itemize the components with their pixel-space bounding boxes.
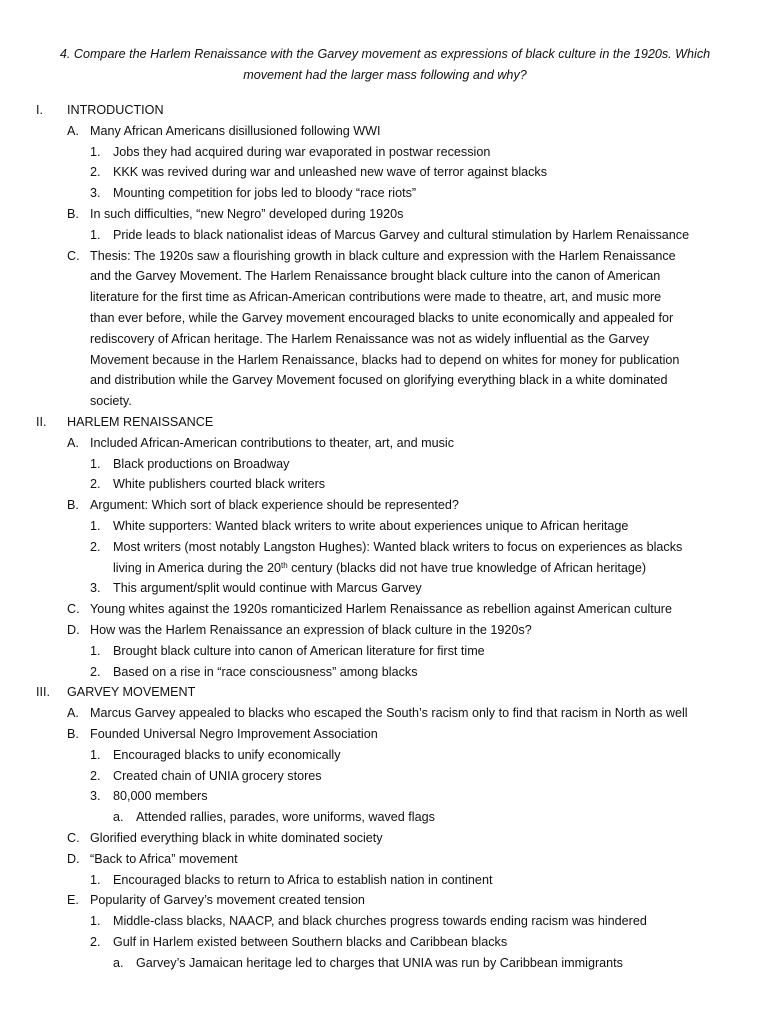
outline-label: 2. [90, 934, 101, 949]
outline-label: A. [67, 435, 79, 450]
outline-text: INTRODUCTION [67, 103, 164, 117]
outline-label: 1. [90, 872, 101, 887]
outline-point [0, 932, 768, 953]
outline-subsection [0, 724, 768, 745]
outline-label: B. [67, 726, 79, 741]
outline-text: “Back to Africa” movement [90, 851, 238, 866]
outline-text: This argument/split would continue with Marcus Garvey [113, 581, 422, 596]
outline-point [0, 662, 768, 683]
outline-label: I. [36, 103, 43, 117]
outline-label: 3. [90, 186, 101, 201]
outline-label: 1. [90, 518, 101, 533]
outline-point [0, 578, 768, 599]
outline-label: E. [67, 893, 79, 908]
outline-label: C. [67, 830, 80, 845]
outline-text: Attended rallies, parades, wore uniforms, waved flags [136, 810, 435, 825]
outline-text: Movement because in the Harlem Renaissance, blacks had to depend on whites for money for publication [90, 352, 680, 367]
outline-text: In such difficulties, “new Negro” developed during 1920s [90, 206, 404, 221]
outline-point [0, 766, 768, 787]
outline-point [0, 183, 768, 204]
outline-text: and the Garvey Movement. The Harlem Renaissance brought black culture into the canon of American [90, 269, 661, 284]
outline-subsection [0, 433, 768, 454]
outline-label: III. [36, 685, 50, 700]
outline-label: 2. [90, 539, 101, 554]
outline-text: Founded Universal Negro Improvement Association [90, 726, 378, 741]
outline-text: Based on a rise in “race consciousness” among blacks [113, 664, 418, 679]
outline-text: Young whites against the 1920s romanticized Harlem Renaissance as rebellion against American culture [90, 602, 672, 617]
outline-label: a. [113, 955, 124, 970]
outline-text: Included African-American contributions to theater, art, and music [90, 435, 455, 450]
outline-text: Glorified everything black in white dominated society [90, 830, 383, 845]
outline-label: 2. [90, 664, 101, 679]
outline-point [0, 786, 768, 807]
outline-subsection [0, 204, 768, 225]
outline-text: Encouraged blacks to unify economically [113, 747, 341, 762]
outline-section [0, 100, 768, 121]
outline-text: Popularity of Garvey’s movement created tension [90, 893, 365, 908]
question-title-line-2: movement had the larger mass following and why? [243, 68, 527, 82]
question-title [30, 44, 740, 86]
outline-label: B. [67, 206, 79, 221]
outline-point [0, 162, 768, 183]
outline-label: 2. [90, 477, 101, 492]
outline-text: KKK was revived during war and unleashed new wave of terror against blacks [113, 165, 548, 180]
outline-subsection [0, 121, 768, 142]
outline-label: D. [67, 622, 80, 637]
outline-point [0, 474, 768, 495]
outline-label: 1. [90, 747, 101, 762]
outline-text: Encouraged blacks to return to Africa to establish nation in continent [113, 872, 493, 887]
outline-text: Gulf in Harlem existed between Southern blacks and Caribbean blacks [113, 934, 508, 949]
outline-subsection [0, 703, 768, 724]
outline-label: 3. [90, 581, 101, 596]
outline-label: 2. [90, 768, 101, 783]
question-title-line-1: 4. Compare the Harlem Renaissance with the Garvey movement as expressions of black culture in the 1920s. Which [59, 47, 711, 61]
outline-label: C. [67, 248, 80, 263]
outline-point [0, 454, 768, 475]
outline-subsection [0, 246, 768, 412]
outline-text: Marcus Garvey appealed to blacks who escaped the South’s racism only to find that racism in North as well [90, 706, 688, 721]
outline-label: A. [67, 706, 79, 721]
outline-point [0, 745, 768, 766]
outline-text: White publishers courted black writers [113, 477, 326, 492]
outline-label: 1. [90, 144, 101, 159]
outline-text: Middle-class blacks, NAACP, and black churches progress towards ending racism was hindered [113, 914, 647, 929]
outline-text: How was the Harlem Renaissance an expression of black culture in the 1920s? [90, 622, 532, 637]
outline-text: rediscovery of African heritage. The Harlem Renaissance was not as widely influential as the Garvey [90, 331, 650, 346]
outline-text: Thesis: The 1920s saw a flourishing growth in black culture and expression with the Harlem Renaissance [90, 248, 676, 263]
outline-text: Garvey’s Jamaican heritage led to charges that UNIA was run by Caribbean immigrants [136, 955, 623, 970]
outline-subsection [0, 849, 768, 870]
outline-text: than ever before, while the Garvey movement encouraged blacks to unite economically and appealed for [90, 310, 674, 325]
outline-point [0, 870, 768, 891]
essay-outline [0, 100, 768, 973]
outline-subpoint [0, 807, 768, 828]
outline-point [0, 537, 768, 579]
outline-label: C. [67, 602, 80, 617]
outline-label: D. [67, 851, 80, 866]
outline-text: GARVEY MOVEMENT [67, 685, 196, 700]
outline-text: 80,000 members [113, 789, 208, 804]
outline-text: living in America during the 20th century (blacks did not have true knowledge of African heritage) [113, 560, 647, 575]
outline-text: Argument: Which sort of black experience should be represented? [90, 498, 459, 513]
outline-label: 1. [90, 643, 101, 658]
outline-text: and distribution while the Garvey Movement focused on glorifying everything black in a white dominated [90, 373, 668, 388]
outline-text: society. [90, 394, 132, 409]
outline-label: 1. [90, 456, 101, 471]
outline-text: Black productions on Broadway [113, 456, 290, 471]
outline-subsection [0, 890, 768, 911]
outline-point [0, 641, 768, 662]
outline-text: Brought black culture into canon of American literature for first time [113, 643, 485, 658]
outline-text: HARLEM RENAISSANCE [67, 414, 214, 429]
outline-section [0, 682, 768, 703]
outline-label: a. [113, 810, 124, 825]
outline-label: 2. [90, 165, 101, 180]
outline-text: literature for the first time as African-American contributions were made to theatre, art, and music more [90, 290, 662, 305]
outline-text: Many African Americans disillusioned following WWI [90, 123, 381, 138]
outline-label: 3. [90, 789, 101, 804]
outline-text: Created chain of UNIA grocery stores [113, 768, 322, 783]
outline-label: A. [67, 123, 79, 138]
outline-subsection [0, 828, 768, 849]
outline-point [0, 911, 768, 932]
outline-section [0, 412, 768, 433]
outline-subpoint [0, 953, 768, 974]
outline-label: B. [67, 498, 79, 513]
outline-text: Jobs they had acquired during war evaporated in postwar recession [113, 144, 491, 159]
outline-point [0, 225, 768, 246]
outline-text: Pride leads to black nationalist ideas of Marcus Garvey and cultural stimulation by Harlem Renaissance [113, 227, 690, 242]
outline-subsection [0, 495, 768, 516]
outline-label: II. [36, 414, 47, 429]
outline-point [0, 516, 768, 537]
outline-text: Most writers (most notably Langston Hughes): Wanted black writers to focus on experiences as blacks [113, 539, 683, 554]
outline-point [0, 142, 768, 163]
outline-subsection [0, 620, 768, 641]
outline-label: 1. [90, 914, 101, 929]
outline-label: 1. [90, 227, 101, 242]
outline-subsection [0, 599, 768, 620]
outline-text: White supporters: Wanted black writers to write about experiences unique to African heritage [113, 518, 629, 533]
outline-text: Mounting competition for jobs led to bloody “race riots” [113, 186, 417, 201]
